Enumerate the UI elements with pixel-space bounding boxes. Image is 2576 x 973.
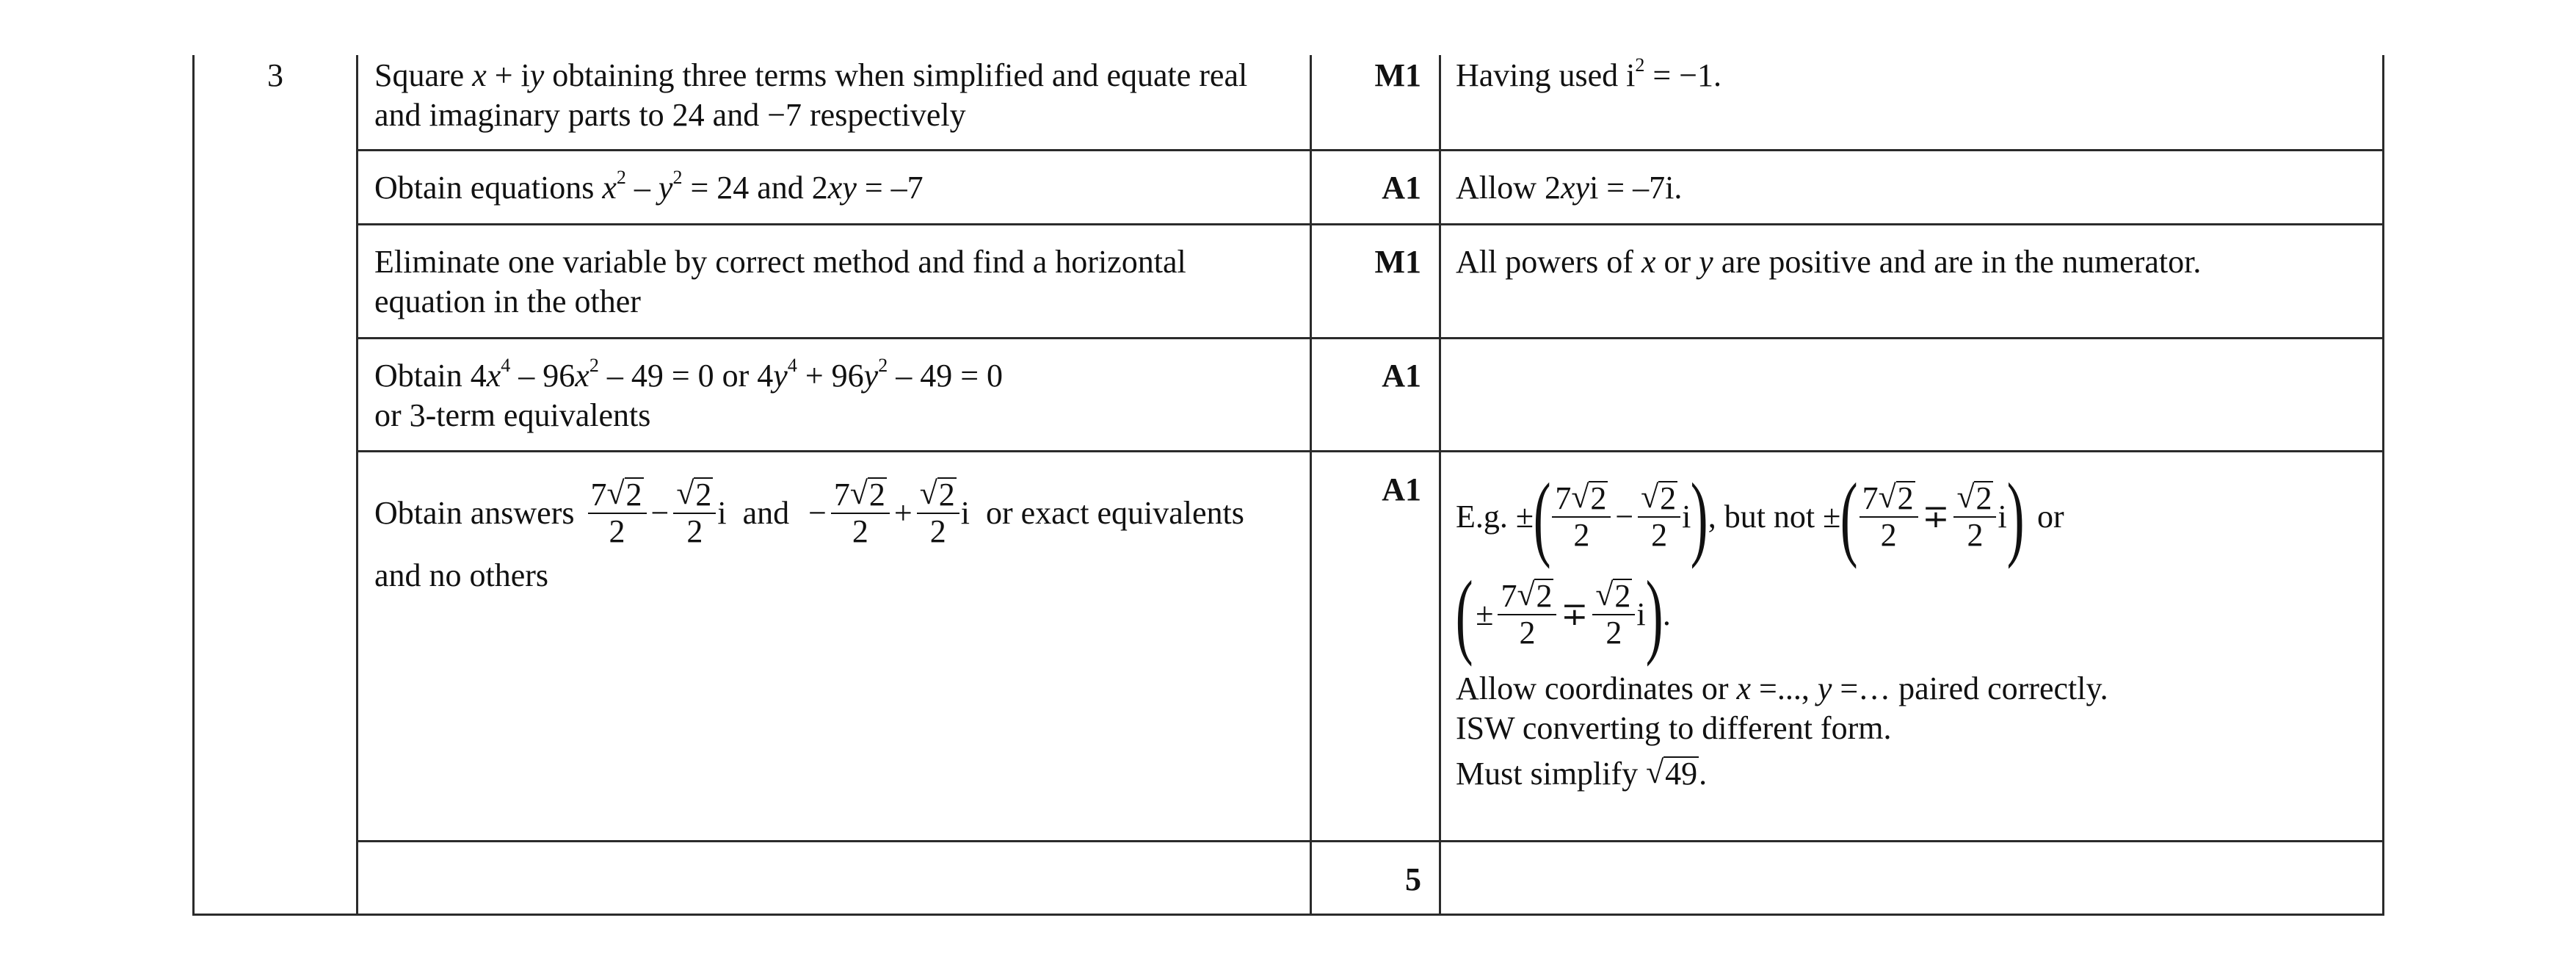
pm-fraction-7root2-over-2: 7 √ 2 2: [1498, 579, 1556, 651]
row5-answer-line2: and no others: [374, 557, 549, 593]
row2-guidance: Allow 2xyi = –7i.: [1456, 170, 1683, 206]
row3-guidance: All powers of x or y are positive and are in the numerator.: [1456, 244, 2202, 280]
column-divider-question: [356, 55, 358, 916]
column-divider-marks: [1439, 55, 1441, 916]
column-divider-answer: [1310, 55, 1312, 916]
row3-answer: [374, 242, 1186, 322]
total-mark: 5: [1405, 861, 1421, 897]
pm-fraction-root2-over-2: √ 2 2: [1592, 579, 1635, 651]
row1-answer-line1: Square x + iy obtaining three terms when simplified and equate real: [374, 57, 1248, 93]
row2-mark: A1: [1382, 170, 1421, 206]
row4-answer: [374, 356, 1003, 435]
fraction-root2-over-2-b: √ 2 2: [917, 477, 959, 549]
row-divider-4: [356, 450, 2384, 452]
butnot-fraction-root2-over-2: √ 2 2: [1953, 481, 1996, 553]
row5-guidance-line4: ISW converting to different form.: [1456, 710, 1892, 746]
table-border-bottom: [192, 914, 2384, 916]
row5-mark: A1: [1382, 471, 1421, 507]
eg-fraction-7root2-over-2: 7 √ 2 2: [1552, 481, 1611, 553]
sqrt-49: √ 49: [1646, 754, 1698, 792]
row-divider-2: [356, 223, 2384, 225]
row2-answer: Obtain equations $x^2 - y^2 = 24$ and 2xy = –7: [374, 167, 924, 206]
eg-fraction-root2-over-2: √ 2 2: [1638, 481, 1680, 553]
row3-answer-line1: Eliminate one variable by correct method and find a horizontal: [374, 244, 1186, 280]
row3-mark: M1: [1374, 244, 1421, 280]
row-divider-1: [356, 149, 2384, 151]
fraction-7root2-over-2-b: 7 √ 2 2: [831, 477, 890, 549]
row5-guidance-line3: Allow coordinates or x =..., y =… paired correctly.: [1456, 670, 2108, 706]
fraction-7root2-over-2: 7 √ 2 2: [588, 477, 647, 549]
row5-answer: [374, 474, 1244, 596]
row5-guidance-line2: ( ± 7 √ 2 2 ∓ √ 2 2 i ) .: [1455, 562, 1671, 668]
fraction-root2-over-2: √ 2 2: [673, 477, 716, 549]
row1-answer: [374, 56, 1247, 135]
row5-guidance-line5: Must simplify √ 49.: [1456, 754, 2108, 794]
row-divider-5: [356, 840, 2384, 842]
row1-answer-line2: and imaginary parts to 24 and −7 respectively: [374, 97, 966, 133]
row5-guidance: [1455, 464, 2108, 794]
row1-guidance: Having used $i^2 = -1$.: [1456, 54, 1722, 93]
table-border-right: [2382, 55, 2384, 916]
table-border-left: [192, 55, 195, 916]
butnot-fraction-7root2-over-2: 7 √ 2 2: [1860, 481, 1918, 553]
row5-guidance-line1: E.g. ± ( 7 √ 2 2 − √ 2 2 i ) , but not ± ( 7 √ 2 2 ∓ √ 2 2 i ) or: [1456, 464, 2064, 570]
row4-answer-line2: or 3-term equivalents: [374, 397, 651, 433]
row-divider-3: [356, 337, 2384, 339]
row3-answer-line2: equation in the other: [374, 283, 641, 319]
row4-mark: A1: [1382, 358, 1421, 394]
row4-answer-line1: Obtain $4x^4 - 96x^2 - 49 = 0$ or $4y^4 + 96y^2 - 49 = 0$: [374, 355, 1004, 394]
row5-answer-line1: Obtain answers 7 √ 2 2 − √ 2 2 i and − 7 √ 2 2 + √ 2 2 i or exact equivalents: [374, 475, 1244, 549]
row1-mark: M1: [1374, 57, 1421, 93]
question-number: 3: [267, 57, 283, 93]
